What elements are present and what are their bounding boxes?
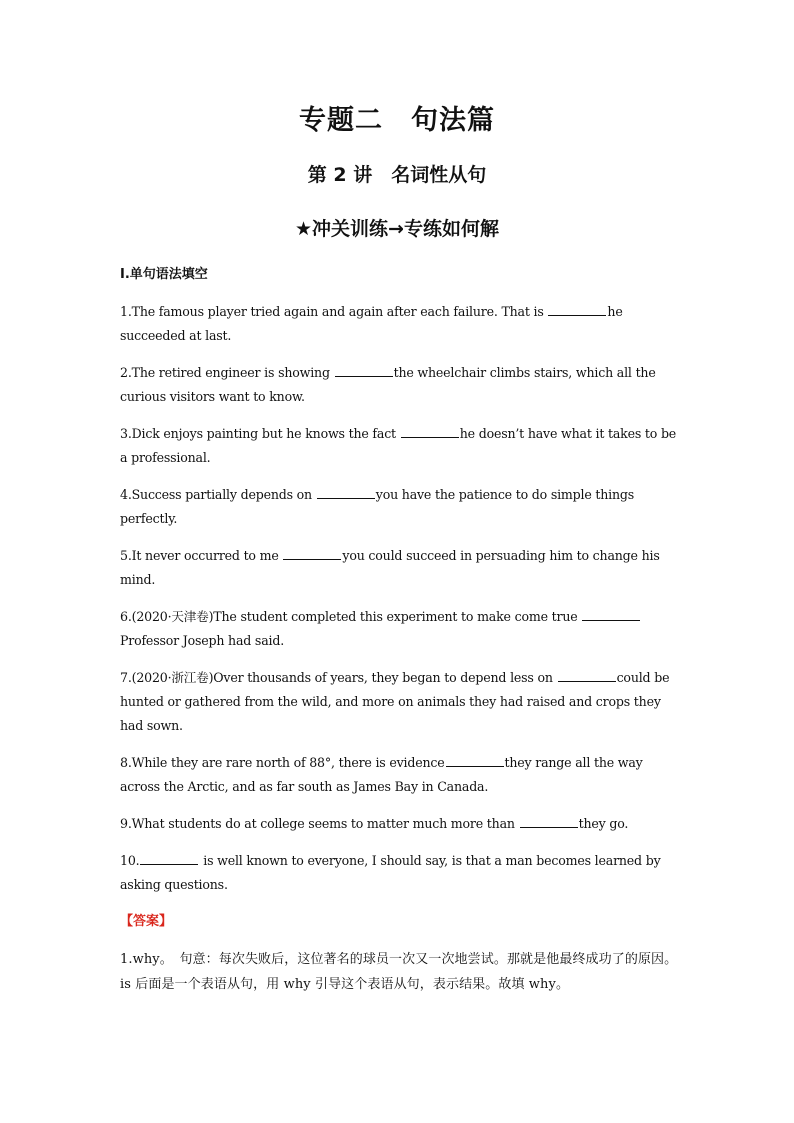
answer-explanation: 1.why。 句意：每次失败后，这位著名的球员一次又一次地尝试。那就是他最终成功了的原因。is 后面是一个表语从句，用 why 引导这个表语从句，表示结果。故填 why。 xyxy=(120,952,678,992)
answer-blank xyxy=(582,608,640,621)
question-text-before: 1.The famous player tried again and again after each failure. That is xyxy=(120,304,548,319)
question-text-before: 5.It never occurred to me xyxy=(120,548,283,563)
question-text-after: could be hunted or gathered from the wild, and more on animals they had raised and crops they had sown. xyxy=(120,670,670,733)
page-title: 专题二 句法篇 xyxy=(299,105,495,136)
answer-blank xyxy=(335,364,393,377)
answer-blank xyxy=(548,303,606,316)
question-text-after: you have the patience to do simple things perfectly. xyxy=(120,487,635,526)
question-text-after: is well known to everyone, I should say, is that a man becomes learned by asking questions. xyxy=(120,853,661,892)
question-item xyxy=(120,300,680,348)
question-text-before: 3.Dick enjoys painting but he knows the fact xyxy=(120,426,400,441)
question-text-after: he succeeded at last. xyxy=(120,304,623,343)
answer-blank xyxy=(520,815,578,828)
question-item xyxy=(120,361,680,409)
question-text-after: the wheelchair climbs stairs, which all the curious visitors want to know. xyxy=(120,365,656,404)
lecture-subtitle: 第 2 讲 名词性从句 xyxy=(307,164,487,186)
question-text-after: they go. xyxy=(578,816,629,831)
question-item xyxy=(120,422,680,470)
question-text-before: 4.Success partially depends on xyxy=(120,487,316,502)
answer-blank xyxy=(140,852,198,865)
section-heading: Ⅰ.单句语法填空 xyxy=(120,267,208,282)
question-item xyxy=(120,605,680,653)
question-text-before: 8.While they are rare north of 88°, there is evidence xyxy=(120,755,445,770)
question-text-before: 9.What students do at college seems to matter much more than xyxy=(120,816,519,831)
question-text-before: 7.(2020·浙江卷)Over thousands of years, they began to depend less on xyxy=(120,670,557,685)
question-list xyxy=(120,300,680,910)
answer-blank xyxy=(317,486,375,499)
question-item xyxy=(120,812,680,836)
question-text-after: you could succeed in persuading him to change his mind. xyxy=(120,548,660,587)
question-item xyxy=(120,666,680,738)
question-text-after: he doesn’t have what it takes to be a professional. xyxy=(120,426,677,465)
question-item xyxy=(120,751,680,799)
question-text-before: 2.The retired engineer is showing xyxy=(120,365,334,380)
question-text-before: 6.(2020·天津卷)The student completed this experiment to make come true xyxy=(120,609,582,624)
question-text-before: 10. xyxy=(120,853,140,868)
answer-blank xyxy=(446,754,504,767)
question-item xyxy=(120,849,680,897)
question-text-after: they range all the way across the Arctic, and as far south as James Bay in Canada. xyxy=(120,755,643,794)
answer-label: 【答案】 xyxy=(120,914,173,929)
question-item xyxy=(120,483,680,531)
question-item xyxy=(120,544,680,592)
answer-blank xyxy=(558,669,616,682)
answer-blank xyxy=(401,425,459,438)
question-text-after: Professor Joseph had said. xyxy=(120,633,284,648)
training-heading: ★冲关训练→专练如何解 xyxy=(295,218,499,240)
answer-blank xyxy=(283,547,341,560)
